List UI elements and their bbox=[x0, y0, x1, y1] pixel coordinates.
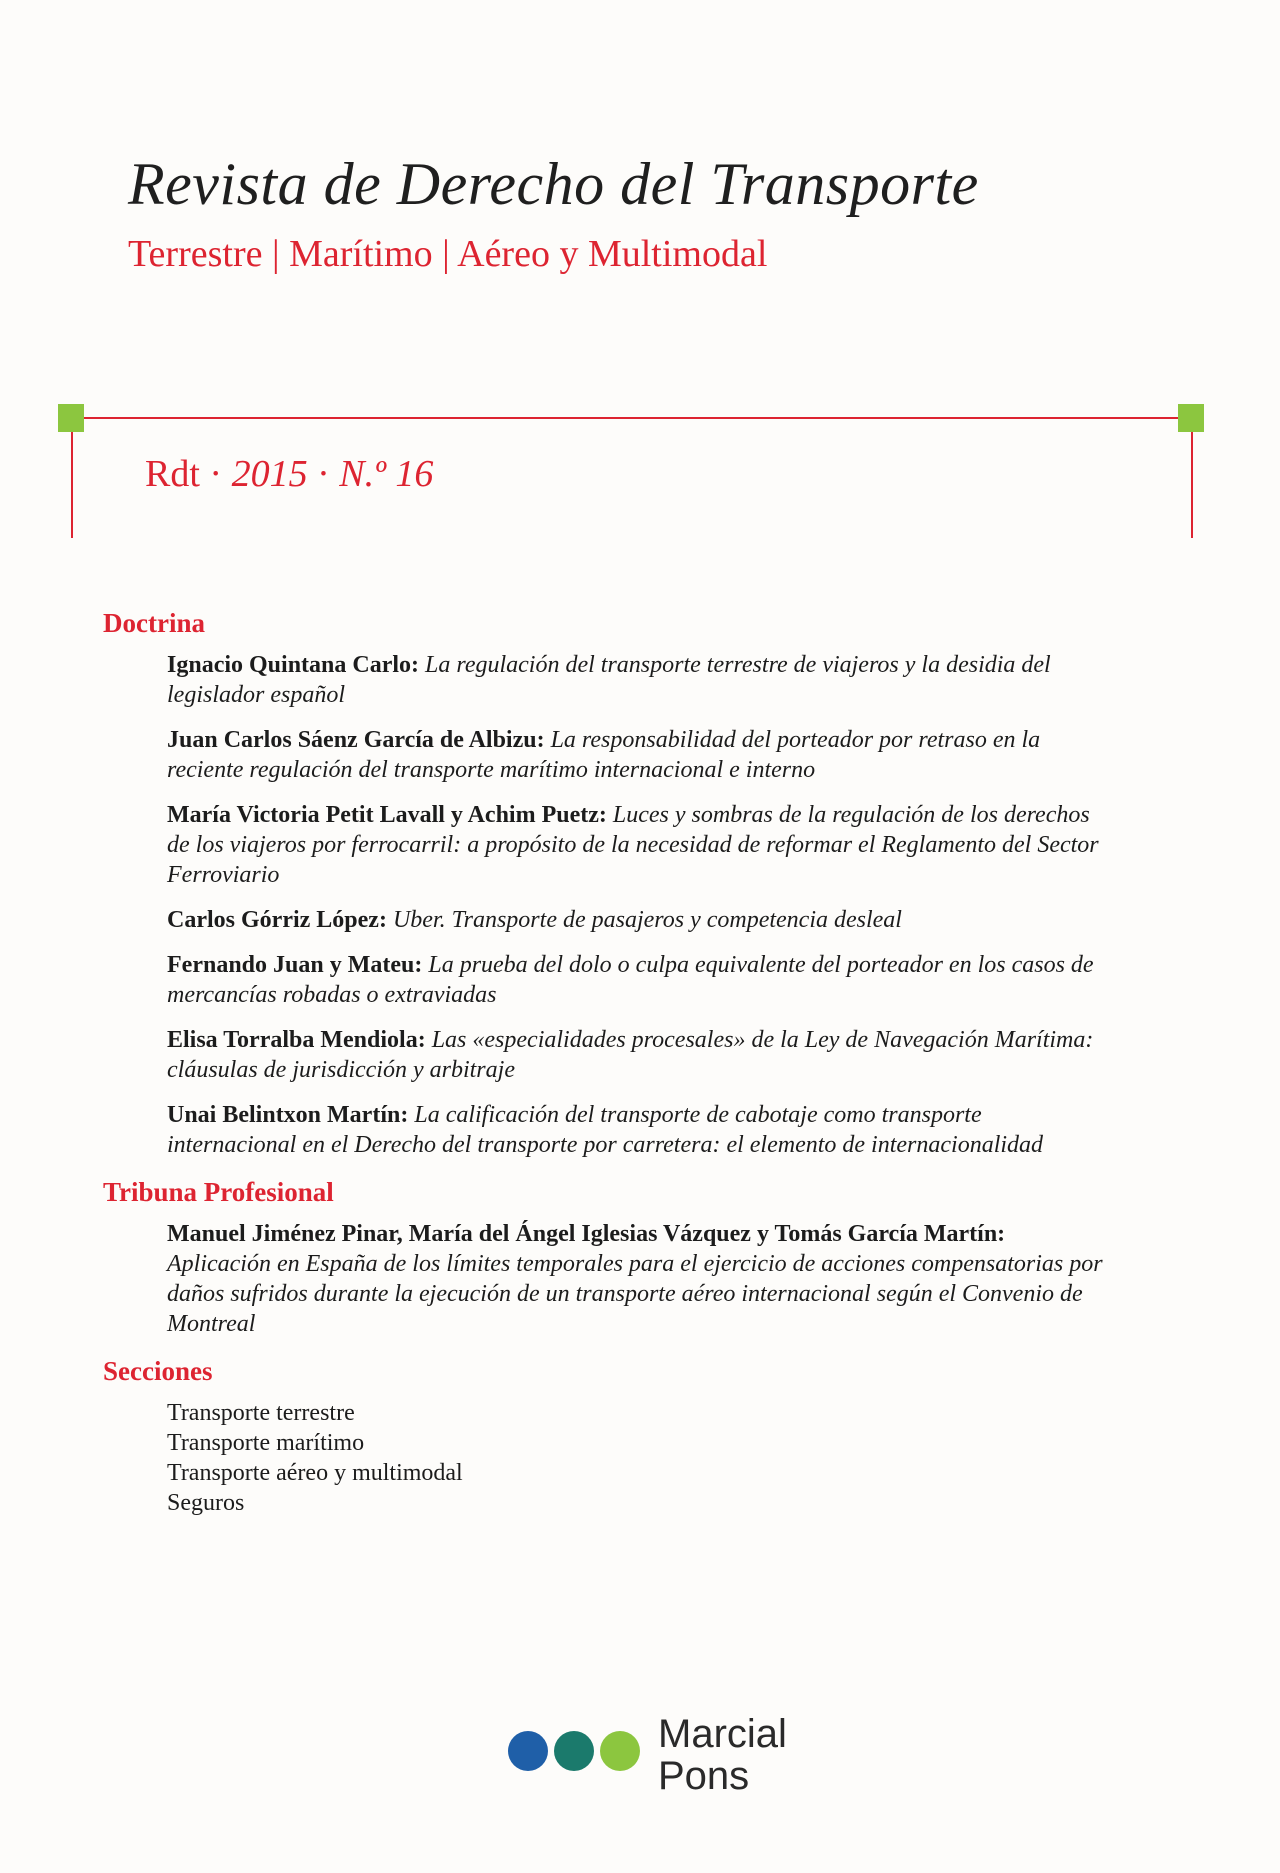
entry-author: Elisa Torralba Mendiola: bbox=[167, 1027, 426, 1053]
entry-author: Ignacio Quintana Carlo: bbox=[167, 652, 420, 678]
toc-entry bbox=[167, 1100, 1103, 1160]
issue-separator: · bbox=[317, 453, 330, 495]
toc-entry bbox=[167, 950, 1103, 1010]
toc-entry bbox=[167, 1219, 1103, 1339]
frame-top-rule bbox=[70, 417, 1200, 419]
section-item: Transporte terrestre bbox=[167, 1400, 355, 1426]
issue-number: N.º 16 bbox=[339, 453, 434, 495]
issue-separator: · bbox=[209, 453, 223, 495]
entry-title: Las «especialidades procesales» de la Ley de Navegación Marítima: cláusulas de jurisdicción y arbitraje bbox=[167, 1027, 1094, 1083]
journal-title: Revista de Derecho del Transporte bbox=[128, 151, 979, 217]
entry-title: La calificación del transporte de cabotaje como transporte internacional en el Derecho del transporte por carretera: el elemento de internacionalidad bbox=[167, 1102, 1044, 1158]
toc-entry bbox=[167, 800, 1103, 890]
issue-abbr: Rdt bbox=[145, 453, 200, 495]
entry-author: Manuel Jiménez Pinar, María del Ángel Iglesias Vázquez y Tomás García Martín: bbox=[167, 1221, 1006, 1247]
section-item: Transporte aéreo y multimodal bbox=[167, 1460, 463, 1486]
toc-entry bbox=[167, 1025, 1103, 1085]
entry-author: Juan Carlos Sáenz García de Albizu: bbox=[167, 727, 545, 753]
frame-left-rule bbox=[71, 418, 73, 538]
publisher-name-line2: Pons bbox=[658, 1754, 750, 1798]
frame-corner-square-left bbox=[58, 404, 84, 432]
section-heading-doctrina: Doctrina bbox=[103, 608, 205, 638]
logo-dot-teal bbox=[554, 1731, 594, 1771]
entry-title: Uber. Transporte de pasajeros y competencia desleal bbox=[392, 907, 902, 933]
entry-title: La prueba del dolo o culpa equivalente del porteador en los casos de mercancías robadas o extraviadas bbox=[167, 952, 1094, 1008]
entry-author: Fernando Juan y Mateu: bbox=[167, 952, 423, 978]
publisher-logo bbox=[508, 1713, 808, 1803]
toc-entry bbox=[167, 725, 1103, 785]
issue-year: 2015 bbox=[231, 453, 308, 495]
table-of-contents bbox=[103, 606, 1103, 1518]
frame-right-rule bbox=[1191, 418, 1193, 538]
section-item: Seguros bbox=[167, 1490, 245, 1516]
section-item: Transporte marítimo bbox=[167, 1430, 365, 1456]
journal-subtitle: Terrestre | Marítimo | Aéreo y Multimodal bbox=[128, 233, 768, 275]
entry-title: Luces y sombras de la regulación de los derechos de los viajeros por ferrocarril: a propósito de la necesidad de reformar el Reglamento del Sector Ferroviario bbox=[167, 802, 1099, 888]
section-heading-tribuna: Tribuna Profesional bbox=[103, 1177, 334, 1207]
section-heading-secciones: Secciones bbox=[103, 1356, 213, 1386]
entry-author: Unai Belintxon Martín: bbox=[167, 1102, 409, 1128]
entry-title: La responsabilidad del porteador por retraso en la reciente regulación del transporte marítimo internacional e interno bbox=[167, 727, 1041, 783]
toc-entry bbox=[167, 650, 1103, 710]
publisher-name bbox=[658, 1713, 787, 1797]
entry-title: Aplicación en España de los límites temporales para el ejercicio de acciones compensatorias por daños sufridos durante la ejecución de un transporte aéreo internacional según el Convenio de Montreal bbox=[167, 1251, 1103, 1337]
logo-dot-green bbox=[600, 1731, 640, 1771]
issue-line bbox=[145, 452, 433, 496]
toc-entry bbox=[167, 905, 1103, 935]
publisher-name-line1: Marcial bbox=[658, 1712, 787, 1756]
entry-title: La regulación del transporte terrestre de viajeros y la desidia del legislador español bbox=[167, 652, 1051, 708]
frame-corner-square-right bbox=[1178, 404, 1204, 432]
entry-author: Carlos Górriz López: bbox=[167, 907, 387, 933]
logo-dot-blue bbox=[508, 1731, 548, 1771]
entry-author: María Victoria Petit Lavall y Achim Puetz: bbox=[167, 802, 607, 828]
